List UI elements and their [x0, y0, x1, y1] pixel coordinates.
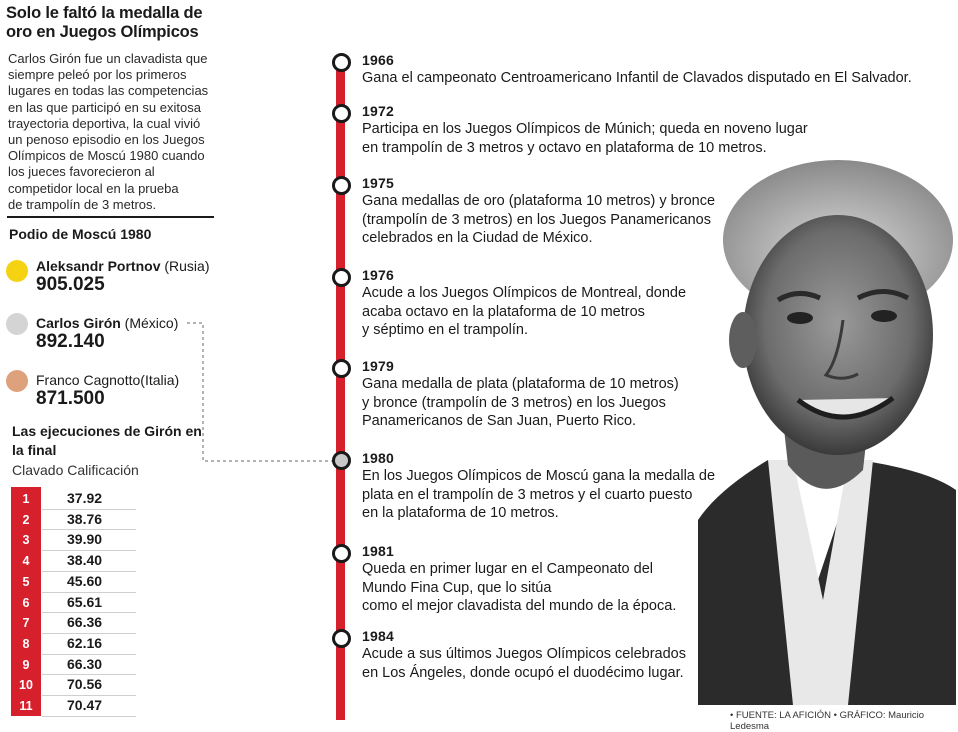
row-divider	[42, 612, 136, 613]
divider	[7, 216, 214, 218]
timeline-year: 1972	[362, 103, 394, 119]
dive-number: 1	[22, 492, 30, 506]
dive-number: 5	[22, 574, 30, 589]
timeline-dot	[332, 176, 351, 195]
gold-medal-icon	[6, 260, 28, 282]
timeline-text: Acude a sus últimos Juegos Olímpicos celebrados en Los Ángeles, donde ocupó el duodécimo lugar.	[362, 646, 686, 681]
timeline-dot	[332, 53, 351, 72]
row-divider	[42, 550, 136, 551]
timeline-text: Acude a los Juegos Olímpicos de Montreal, donde acaba octavo en la plataforma de 10 metros y séptimo en el trampolín.	[362, 285, 687, 339]
podium-score: 892.140	[36, 331, 105, 352]
dive-score: 70.47	[67, 697, 103, 713]
timeline-text: Queda en primer lugar en el Campeonato del Mundo Fina Cup, que lo sitúa como el mejor clavadista del mundo de la época.	[362, 561, 677, 615]
silver-medal-icon	[6, 313, 28, 335]
dive-score: 66.30	[67, 655, 103, 672]
dive-score: 62.16	[67, 634, 103, 651]
dive-score: 66.36	[67, 614, 103, 631]
timeline-text: Gana medallas de oro (plataforma 10 metros) y bronce (trampolín de 3 metros) en los Juegos Panamericanos celebrados en la Ciudad de México.	[362, 193, 716, 247]
timeline-dot	[332, 629, 351, 648]
intro-paragraph: Carlos Girón fue un clavadista que siempre peleó por los primeros lugares en todas las competencias en las que participó en su exitosa trayectoria deportiva, la cual vivió un penoso episodio en los Juegos Olímpicos de Moscú 1980 cuando los jueces favorecieron al competidor local en la prueba de trampolín de 3 metros.	[8, 51, 209, 212]
timeline-text: En los Juegos Olímpicos de Moscú gana la medalla de plata en el trampolín de 3 metros y el cuarto puesto en la plataforma de 10 metros.	[362, 468, 716, 522]
dive-number: 8	[22, 636, 30, 651]
timeline-year: 1980	[362, 450, 394, 466]
timeline-text: Gana el campeonato Centroamericano Infantil de Clavados disputado en El Salvador.	[362, 70, 912, 86]
dive-number: 9	[22, 657, 30, 672]
portrait-photo	[698, 160, 956, 705]
executions-title: Las ejecuciones de Girón en la final	[12, 423, 202, 458]
dive-score: 70.56	[67, 676, 103, 693]
timeline-text: Gana medalla de plata (plataforma de 10 metros) y bronce (trampolín de 3 metros) en los Juegos Panamericanos de San Juan, Puerto Rico.	[362, 376, 679, 430]
row-divider	[42, 716, 136, 717]
row-divider	[42, 571, 136, 572]
timeline-dot	[332, 451, 351, 470]
dive-score: 45.60	[67, 572, 103, 589]
timeline-text: Participa en los Juegos Olímpicos de Múnich; queda en noveno lugar en trampolín de 3 metros y octavo en plataforma de 10 metros.	[362, 121, 808, 156]
podium-name: Carlos Girón	[36, 315, 121, 331]
dive-score: 65.61	[67, 593, 103, 610]
timeline-dot	[332, 359, 351, 378]
row-divider	[42, 674, 136, 675]
row-divider	[42, 592, 136, 593]
page-title: Solo le faltó la medalla de oro en Juegos Olímpicos	[6, 4, 203, 41]
timeline-bar	[336, 60, 345, 720]
timeline-year: 1966	[362, 52, 394, 68]
podium-score: 871.500	[36, 388, 105, 409]
dive-number: 4	[22, 554, 30, 569]
row-divider	[42, 695, 136, 696]
timeline-year: 1975	[362, 175, 394, 191]
dive-number: 3	[22, 533, 30, 548]
podium-title: Podio de Moscú 1980	[9, 226, 152, 242]
executions-columns: Clavado Calificación	[12, 462, 139, 478]
timeline-year: 1976	[362, 267, 394, 283]
dive-score: 38.76	[67, 510, 103, 527]
dive-number: 6	[22, 595, 30, 610]
dive-score: 38.40	[67, 552, 103, 569]
row-divider	[42, 654, 136, 655]
row-divider	[42, 529, 136, 530]
dive-number: 2	[22, 512, 30, 527]
dive-number: 11	[19, 699, 33, 713]
timeline-year: 1979	[362, 358, 394, 374]
timeline-dot	[332, 268, 351, 287]
timeline-dot	[332, 104, 351, 123]
dive-number: 7	[22, 616, 30, 631]
timeline-dot	[332, 544, 351, 563]
dive-number: 10	[19, 678, 33, 693]
podium-country: (México)	[120, 315, 179, 331]
timeline-year: 1984	[362, 628, 394, 644]
dive-score: 37.92	[67, 490, 103, 506]
podium-score: 905.025	[36, 274, 105, 295]
connector-line	[185, 318, 345, 466]
row-divider	[42, 509, 136, 510]
bronze-medal-icon	[6, 370, 28, 392]
podium-country: (Rusia)	[160, 258, 210, 274]
podium-name: Aleksandr Portnov	[36, 258, 161, 274]
footer-credits: • FUENTE: LA AFICIÓN • GRÁFICO: Mauricio Ledesma	[730, 710, 925, 732]
dive-score: 39.90	[67, 531, 103, 548]
timeline-year: 1981	[362, 543, 394, 559]
podium-country: Franco Cagnotto(Italia)	[36, 372, 180, 388]
row-divider	[42, 633, 136, 634]
